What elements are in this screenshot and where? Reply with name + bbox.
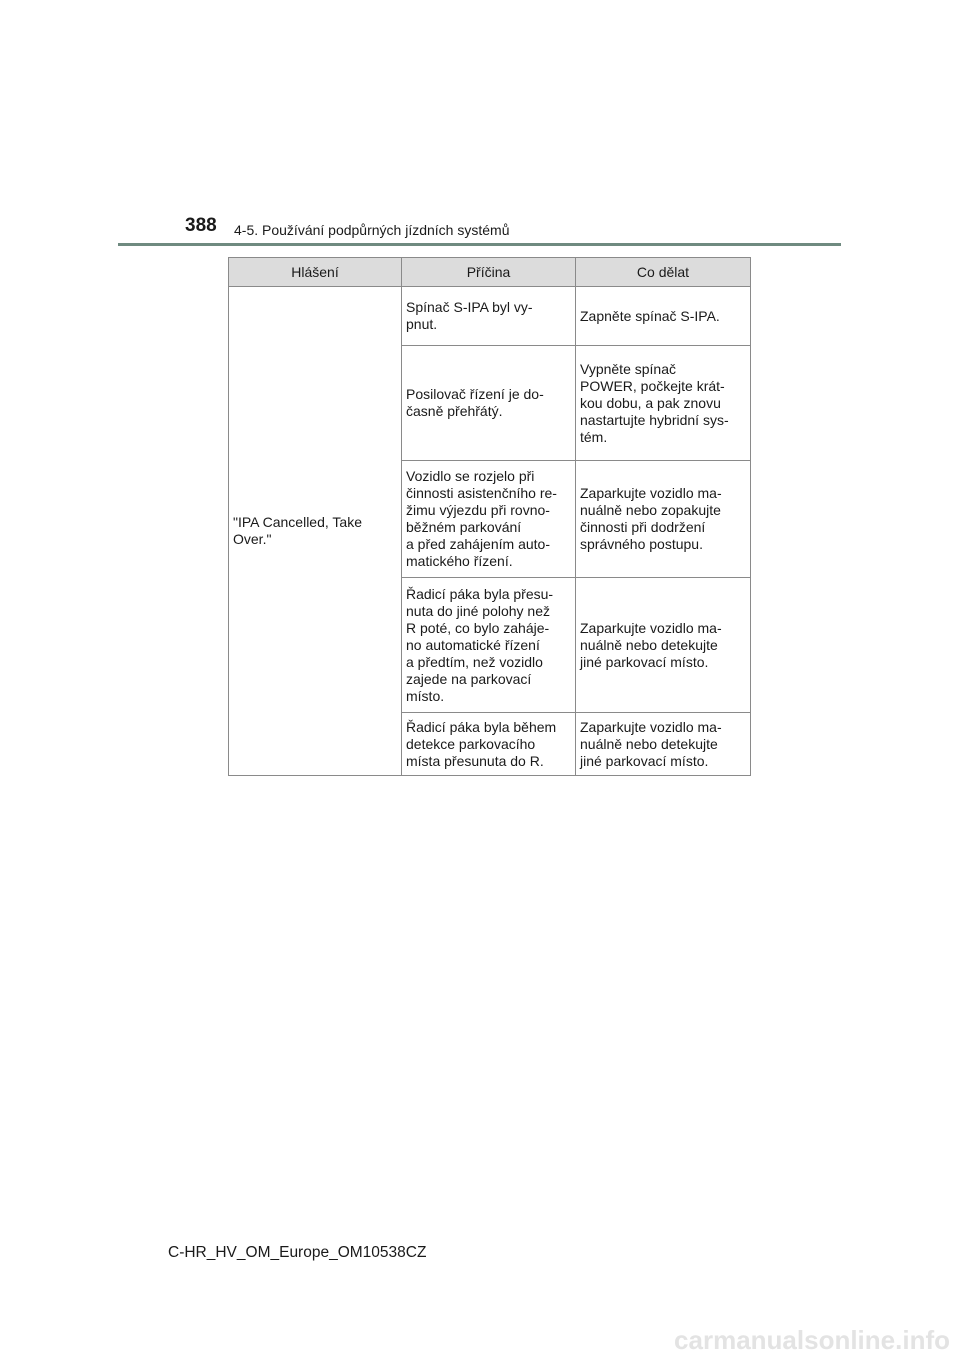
action-cell: Vypněte spínač POWER, počkejte krát- kou dobu, a pak znovu nastartujte hybridní sys- tém. xyxy=(576,346,751,461)
document-code: C-HR_HV_OM_Europe_OM10538CZ xyxy=(168,1244,427,1261)
header-divider xyxy=(118,243,841,246)
table-row xyxy=(229,287,751,346)
table-header-row xyxy=(229,258,751,287)
cause-cell: Vozidlo se rozjelo při činnosti asistenčního re- žimu výjezdu při rovno- běžném parkování a před zahájením auto- matického řízení. xyxy=(402,461,576,578)
watermark-logo: carmanualsonline.info xyxy=(674,1325,950,1355)
action-cell: Zaparkujte vozidlo ma- nuálně nebo detekujte jiné parkovací místo. xyxy=(576,578,751,713)
message-table xyxy=(228,257,751,776)
cause-cell: Řadicí páka byla během detekce parkovacího místa přesunuta do R. xyxy=(402,713,576,776)
action-cell: Zaparkujte vozidlo ma- nuálně nebo zopakujte činnosti při dodržení správného postupu. xyxy=(576,461,751,578)
action-cell: Zaparkujte vozidlo ma- nuálně nebo detekujte jiné parkovací místo. xyxy=(576,713,751,776)
cause-cell: Posilovač řízení je do- časně přehřátý. xyxy=(402,346,576,461)
column-header-cause: Příčina xyxy=(402,258,576,287)
action-cell: Zapněte spínač S-IPA. xyxy=(576,287,751,346)
section-title: 4-5. Používání podpůrných jízdních systémů xyxy=(234,222,510,238)
cause-cell: Spínač S-IPA byl vy- pnut. xyxy=(402,287,576,346)
column-header-action: Co dělat xyxy=(576,258,751,287)
column-header-message: Hlášení xyxy=(229,258,402,287)
message-cell: "IPA Cancelled, Take Over." xyxy=(229,287,402,776)
cause-cell: Řadicí páka byla přesu- nuta do jiné polohy než R poté, co bylo zahájе- no automatické řízení a předtím, než vozidlo zajede na parkovací místo. xyxy=(402,578,576,713)
page-number: 388 xyxy=(185,215,217,236)
